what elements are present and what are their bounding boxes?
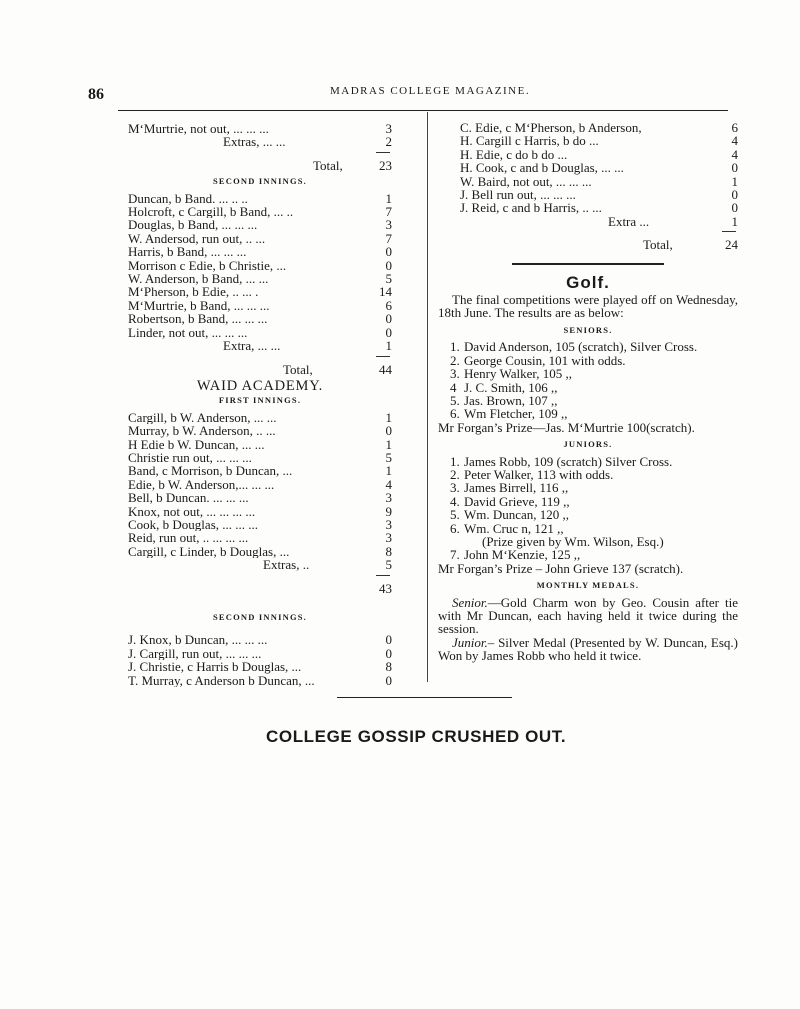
golf-section-divider <box>512 263 664 265</box>
batsman-entry: Duncan, b Band. ... .. .. <box>128 191 248 206</box>
column-divider <box>427 112 428 682</box>
senior-medal-paragraph <box>438 596 738 636</box>
batsman-entry: W. Andersod, run out, .. ... <box>128 231 266 246</box>
batsman-entry: Harris, b Band, ... ... ... <box>128 245 247 259</box>
runs: 5 <box>385 557 392 573</box>
left-column <box>128 122 392 687</box>
runs: 0 <box>385 672 392 688</box>
batsman-entry: Douglas, b Band, ... ... ... <box>128 218 258 232</box>
runs: 3 <box>385 121 392 136</box>
runs: 1 <box>731 213 738 229</box>
runs: 2 <box>385 134 392 150</box>
waid-academy-title: WAID ACADEMY. <box>196 377 324 394</box>
batsman-entry: T. Murray, c Anderson b Duncan, ... <box>128 673 315 688</box>
list-item: 4. David Grieve, 119 ,, <box>450 493 570 509</box>
runs: 8 <box>385 543 392 559</box>
batsman-entry: J. Reid, c and b Harris, .. ... <box>460 201 602 215</box>
runs: 0 <box>385 632 392 648</box>
list-item: 7. John M‘Kenzie, 125 ,, <box>450 547 581 563</box>
college-gossip-heading: COLLEGE GOSSIP CRUSHED OUT. <box>266 727 567 746</box>
second-innings-heading: SECOND INNINGS. <box>212 612 308 622</box>
batsman-entry: Murray, b W. Anderson, .. ... <box>128 424 276 438</box>
score-row <box>128 135 392 148</box>
gossip-divider <box>337 697 512 698</box>
list-item: 1. James Robb, 109 (scratch) Silver Cross. <box>450 453 673 469</box>
batsman-entry: W. Baird, not out, ... ... ... <box>460 174 592 189</box>
batsman-entry: M‘Pherson, b Edie, .. ... . <box>128 285 259 299</box>
senior-label: Senior. <box>452 594 488 610</box>
list-item: 5. Jas. Brown, 107 ,, <box>450 392 558 408</box>
batsman-entry: Linder, not out, ... ... ... <box>128 325 248 340</box>
total-label: Total, <box>283 362 313 376</box>
list-item: 2. Peter Walker, 113 with odds. <box>450 466 614 482</box>
runs: 0 <box>385 311 392 327</box>
golf-heading: Golf. <box>566 272 610 292</box>
batsman-entry: H. Cook, c and b Douglas, ... ... <box>460 161 624 175</box>
total-row <box>128 582 392 595</box>
batsman-entry: Cargill, c Linder, b Douglas, ... <box>128 544 290 559</box>
list-item: 3. James Birrell, 116 ,, <box>450 480 569 496</box>
runs: 3 <box>385 217 392 233</box>
runs: 1 <box>385 436 392 452</box>
total-row <box>438 238 738 251</box>
list-item: 4 J. C. Smith, 106 ,, <box>450 379 558 395</box>
junior-label: Junior. <box>452 634 488 650</box>
batsman-entry: Reid, run out, .. ... ... ... <box>128 531 249 545</box>
runs: 6 <box>731 120 738 135</box>
runs: 3 <box>385 530 392 546</box>
junior-medal-text: – Silver Medal (Presented by W. Duncan, Esq.) Won by James Robb who held it twice. <box>438 634 738 664</box>
runs: 3 <box>385 490 392 506</box>
juniors-prize: Mr Forgan’s Prize – John Grieve 137 (scratch). <box>438 560 684 576</box>
list-item: 6. Wm. Cruc n, 121 ,, <box>450 520 564 536</box>
list-item: 3. Henry Walker, 105 ,, <box>450 366 572 382</box>
batsman-entry: Band, c Morrison, b Duncan, ... <box>128 464 293 478</box>
runs: 1 <box>731 173 738 189</box>
runs: 8 <box>385 659 392 675</box>
batsman-entry: C. Edie, c M‘Pherson, b Anderson, <box>460 121 642 135</box>
juniors-prize-note: (Prize given by Wm. Wilson, Esq.) <box>482 533 664 549</box>
batsman-entry: Knox, not out, ... ... ... ... <box>128 504 256 518</box>
runs: 3 <box>385 516 392 532</box>
runs: 1 <box>385 190 392 206</box>
batsman-entry: Bell, b Duncan. ... ... ... <box>128 491 249 505</box>
senior-medal-text: —Gold Charm won by Geo. Cousin after tie with Mr Duncan, each having held it twice during the session. <box>438 594 738 637</box>
runs: 4 <box>385 476 392 492</box>
total-label: Total, <box>643 238 673 252</box>
batsman-entry: H Edie b W. Duncan, ... ... <box>128 437 265 451</box>
runs: 0 <box>385 645 392 661</box>
batsman-entry: Cargill, b W. Anderson, ... ... <box>128 410 277 425</box>
batsman-entry: J. Cargill, run out, ... ... ... <box>128 646 262 661</box>
batsman-entry: Christie run out, ... ... ... <box>128 450 252 465</box>
batsman-entry: J. Knox, b Duncan, ... ... ... <box>128 633 268 647</box>
runs: 1 <box>385 338 392 354</box>
batsman-entry: H. Cargill c Harris, b do ... <box>460 134 599 148</box>
monthly-medals-heading: MONTHLY MEDALS. <box>536 580 640 591</box>
golf-intro: The final competitions were played off on Wednesday, 18th June. The results are as below: <box>438 292 738 321</box>
juniors-heading: JUNIORS. <box>563 439 613 450</box>
first-innings-heading: FIRST INNINGS. <box>218 395 302 406</box>
total-label: Total, <box>313 158 343 173</box>
runs: 5 <box>385 449 392 465</box>
runs: 7 <box>385 204 392 220</box>
batsman-entry: M‘Murtrie, b Band, ... ... ... <box>128 298 270 313</box>
extras-entry: Extra ... <box>608 214 650 229</box>
batsman-entry: W. Anderson, b Band, ... ... <box>128 272 269 286</box>
runs: 0 <box>385 324 392 340</box>
batsman-entry: Morrison c Edie, b Christie, ... <box>128 258 287 273</box>
total-row <box>128 363 392 376</box>
batsman-entry: Edie, b W. Anderson,... ... ... <box>128 477 275 492</box>
total-runs: 24 <box>725 237 738 253</box>
list-item: 2. George Cousin, 101 with odds. <box>450 352 626 368</box>
runs: 14 <box>379 284 392 300</box>
batsman-entry: J. Christie, c Harris b Douglas, ... <box>128 660 302 674</box>
right-column <box>438 121 738 663</box>
runs: 0 <box>731 200 738 216</box>
runs: 0 <box>731 187 738 203</box>
runs: 0 <box>385 244 392 260</box>
runs: 4 <box>731 146 738 162</box>
runs: 0 <box>385 423 392 439</box>
list-item: 5. Wm. Duncan, 120 ,, <box>450 507 570 523</box>
list-item: 6. Wm Fletcher, 109 ,, <box>450 406 568 422</box>
seniors-heading: SENIORS. <box>563 324 613 335</box>
score-row <box>128 122 392 135</box>
batsman-entry: H. Edie, c do b do ... <box>460 147 568 162</box>
extras-entry: Extras, .. <box>263 558 310 572</box>
extras-entry: Extras, ... ... <box>223 135 286 149</box>
extras-entry: Extra, ... ... <box>223 339 281 353</box>
runs: 1 <box>385 463 392 479</box>
batsman-entry: Robertson, b Band, ... ... ... <box>128 312 268 326</box>
total-runs: 23 <box>379 157 392 173</box>
list-item: 1. David Anderson, 105 (scratch), Silver Cross. <box>450 339 698 355</box>
runs: 1 <box>385 409 392 425</box>
total-runs: 43 <box>379 580 392 596</box>
runs: 0 <box>731 160 738 176</box>
header-rule <box>118 110 728 111</box>
batsman-entry: Cook, b Douglas, ... ... ... <box>128 517 258 532</box>
batsman-entry: M‘Murtrie, not out, ... ... ... <box>128 122 269 136</box>
junior-medal-paragraph <box>438 636 738 663</box>
runs: 9 <box>385 503 392 519</box>
runs: 4 <box>731 133 738 149</box>
runs: 7 <box>385 230 392 246</box>
runs: 0 <box>385 257 392 273</box>
running-head: MADRAS COLLEGE MAGAZINE. <box>330 85 531 97</box>
batsman-entry: J. Bell run out, ... ... ... <box>460 188 576 202</box>
seniors-prize: Mr Forgan’s Prize—Jas. M‘Murtrie 100(scratch). <box>438 419 695 435</box>
runs: 6 <box>385 297 392 313</box>
batsman-entry: Holcroft, c Cargill, b Band, ... .. <box>128 205 294 219</box>
total-row <box>128 159 392 172</box>
second-innings-heading: SECOND INNINGS. <box>212 176 308 187</box>
total-runs: 44 <box>379 361 392 377</box>
page-number: 86 <box>88 86 104 103</box>
runs: 5 <box>385 271 392 287</box>
